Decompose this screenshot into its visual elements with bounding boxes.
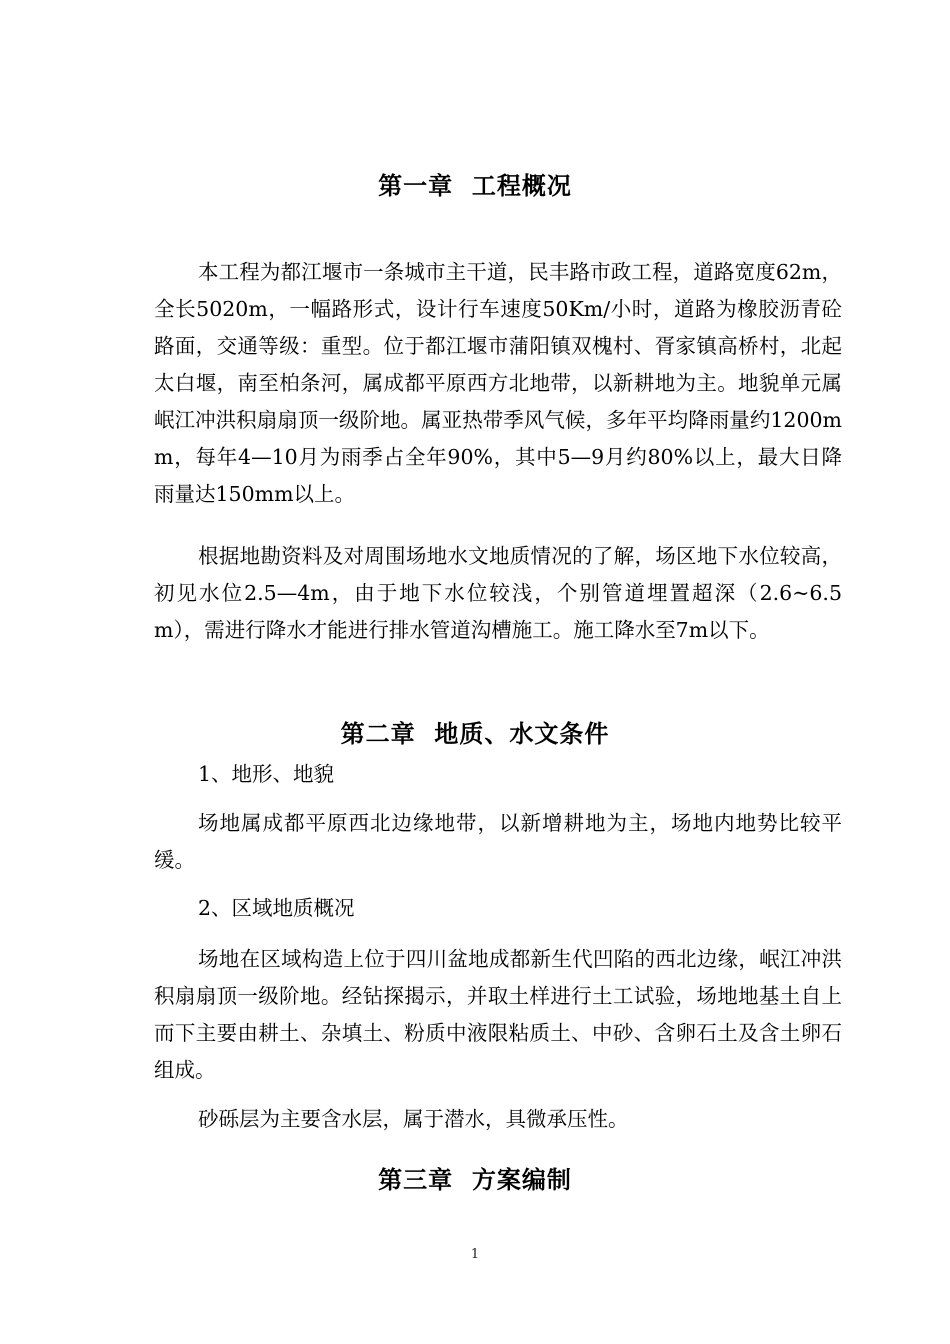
chapter-2-paragraph-2: 场地在区域构造上位于四川盆地成都新生代凹陷的西北边缘，岷江冲洪积扇扇顶一级阶地。经钻探揭示，并取土样进行土工试验，场地地基土自上而下主要由耕土、杂填土、粉质中液限粘质土、中砂、含卵石土及含土卵石组成。 (154, 947, 842, 1082)
chapter-1-title: 第一章 工程概况 (378, 172, 572, 200)
section-terrain-heading: 1、地形、地貌 (198, 762, 335, 786)
section-regional-geology-heading: 2、区域地质概况 (198, 896, 355, 920)
page-number: 1 (470, 1247, 480, 1262)
chapter-2-paragraph-1: 场地属成都平原西北边缘地带，以新增耕地为主，场地内地势比较平缓。 (154, 811, 842, 872)
chapter-1-paragraph-1: 本工程为都江堰市一条城市主干道，民丰路市政工程，道路宽度62m，全长5020m，一幅路形式，设计行车速度50Km/小时，道路为橡胶沥青砼路面，交通等级：重型。位于都江堰市蒲阳镇双槐村、胥家镇高桥村，北起太白堰，南至柏条河，属成都平原西方北地带，以新耕地为主。地貌单元属岷江冲洪积扇扇顶一级阶地。属亚热带季风气候，多年平均降雨量约1200mm，每年4—10月为雨季占全年90%，其中5—9月约80%以上，最大日降雨量达150mm以上。 (154, 260, 842, 506)
chapter-1-paragraph-2: 根据地勘资料及对周围场地水文地质情况的了解，场区地下水位较高，初见水位2.5—4m，由于地下水位较浅，个别管道埋置超深（2.6~6.5m），需进行降水才能进行排水管道沟槽施工。施工降水至7m以下。 (154, 544, 842, 642)
chapter-2-title: 第二章 地质、水文条件 (340, 720, 610, 748)
chapter-3-title: 第三章 方案编制 (378, 1166, 572, 1194)
chapter-2-paragraph-3: 砂砾层为主要含水层，属于潜水，具微承压性。 (198, 1107, 629, 1131)
